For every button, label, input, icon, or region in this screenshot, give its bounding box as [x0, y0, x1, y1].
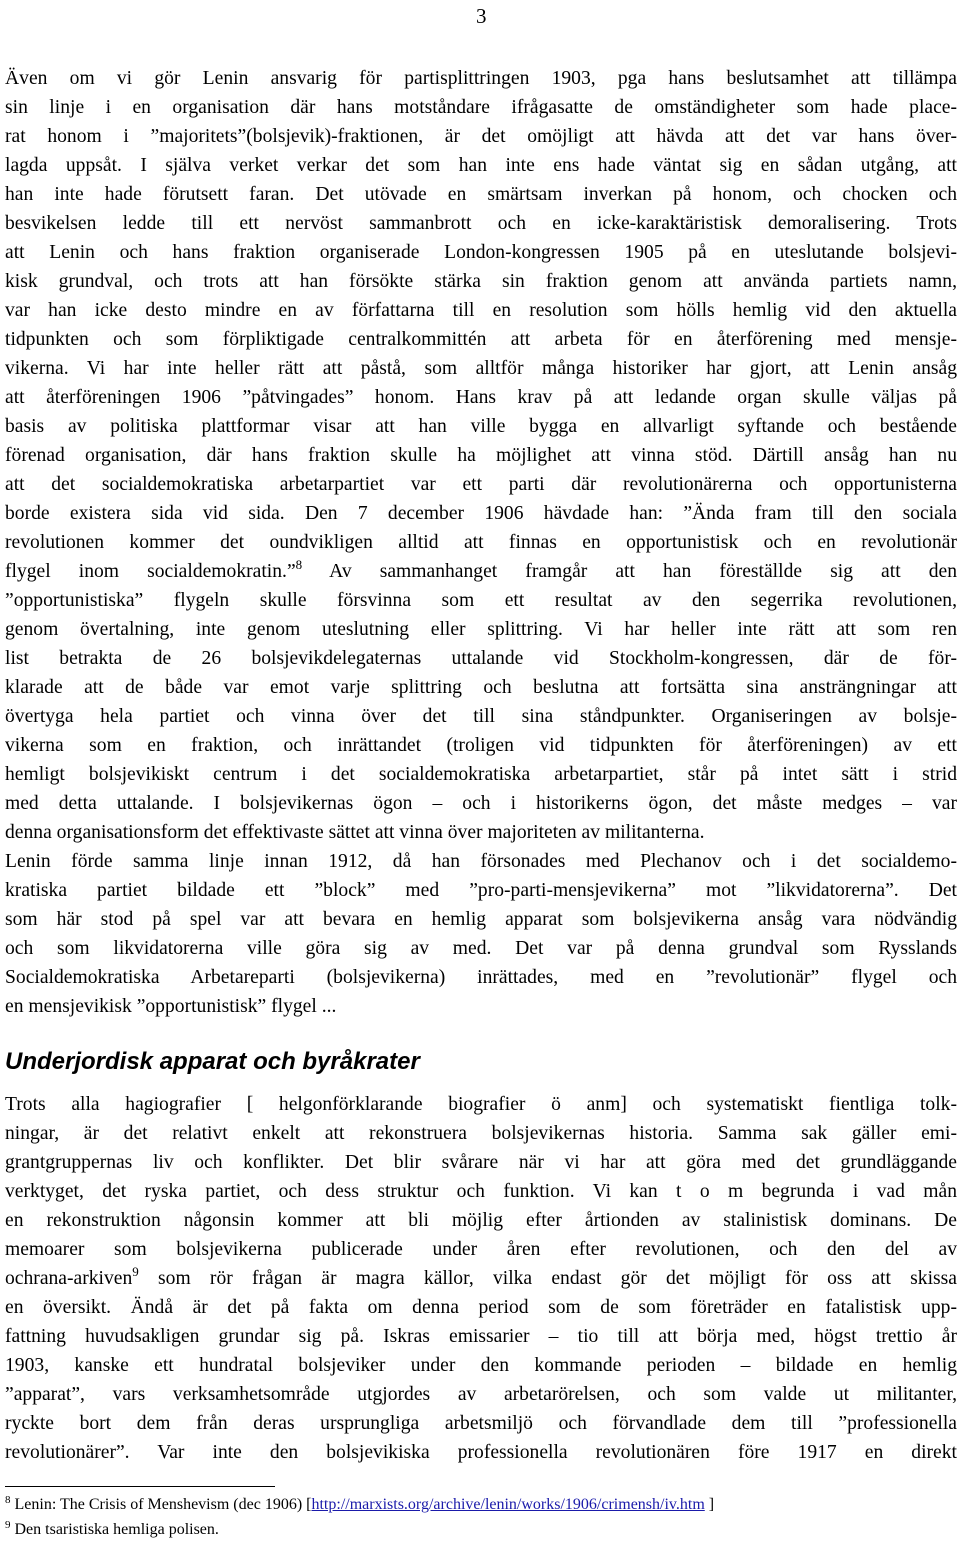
- text-line: övertyga hela partiet och vinna över det till sina ståndpunkter. Organiseringen av bolsje-: [5, 706, 957, 727]
- text-line: tidpunkten och som förpliktigade centralkommittén att arbeta för en återförening med mensje-: [5, 329, 957, 350]
- page-number: 3: [476, 4, 487, 28]
- text-line: 1903, kanske ett hundratal bolsjeviker under den kommande perioden – bildade en hemlig: [5, 1355, 957, 1376]
- text-line: lagda uppsåt. I själva verket verkar det som han inte ens hade väntat sig en sådan utgång, att: [5, 155, 957, 176]
- text-line: ningar, är det relativt enkelt att rekonstruera bolsjevikernas historia. Samma sak gäller emi-: [5, 1123, 957, 1144]
- text-line: verktyget, det ryska partiet, och dess struktur och funktion. Vi kan t o m begrunda i vad mån: [5, 1181, 957, 1202]
- text-line: ”apparat”, vars verksamhetsområde utgjordes av arbetarörelsen, och som valde ut militanter,: [5, 1384, 957, 1405]
- text-line: revolutionen kommer det oundvikligen alltid att finnas en opportunistisk och en revolutionär: [5, 532, 957, 553]
- footnote-ref-8[interactable]: 8: [295, 557, 303, 572]
- text-line: borde existera sida vid sida. Den 7 december 1906 hävdade han: ”Ända fram till den sociala: [5, 503, 957, 524]
- text-line: fattning huvudsakligen grundar sig på. Iskras emissarier – tio till att börja med, högst trettio år: [5, 1326, 957, 1347]
- text-segment: Av sammanhanget framgår att han föreställde sig att den: [302, 561, 957, 582]
- footnote-text: Lenin: The Crisis of Menshevism (dec 1906) [: [14, 1496, 312, 1513]
- text-line: kratiska partiet bildade ett ”block” med ”pro-parti-mensjevikerna” mot ”likvidatorerna”. Det: [5, 880, 957, 901]
- text-line: Även om vi gör Lenin ansvarig för partisplittringen 1903, pga hans beslutsamhet att tillämpa: [5, 68, 957, 89]
- text-line: med detta uttalande. I bolsjevikernas ögon – och i historikerns ögon, det måste medges – var: [5, 793, 957, 814]
- text-segment: flygel inom socialdemokratin.”: [5, 561, 296, 582]
- footnote-text: Den tsaristiska hemliga polisen.: [14, 1521, 219, 1538]
- text-line: kisk grundval, och trots att han försökte stärka sin fraktion genom att använda partiets namn,: [5, 271, 957, 292]
- text-line: rat honom i ”majoritets”(bolsjevik)-fraktionen, är det omöjligt att hävda att det var hans över-: [5, 126, 957, 147]
- text-line: denna organisationsform det effektivaste sättet att vinna över majoriteten av militanterna.: [5, 822, 705, 843]
- text-line: han inte hade förutsett faran. Det utövade en smärtsam inverkan på honom, och chocken och: [5, 184, 957, 205]
- text-line: basis av politiska plattformar visar att han ville bygga en allvarligt syftande och bestående: [5, 416, 957, 437]
- footnote-divider: [5, 1486, 275, 1487]
- text-line: förenad organisation, där hans fraktion skulle ha möjlighet att vinna stöd. Därtill ansåg han nu: [5, 445, 957, 466]
- text-line: ryckte bort dem från deras ursprungliga arbetsmiljö och förvandlade dem till ”professionella: [5, 1413, 957, 1434]
- text-line: Trots alla hagiografier [ helgonförklarande biografier ö anm] och systematiskt fientliga tolk-: [5, 1094, 957, 1115]
- paragraph-2: [5, 1090, 957, 1467]
- text-line-with-footnote: [5, 1264, 957, 1293]
- text-line: en översikt. Ändå är det på fakta om denna period som de som företräder en fatalistisk upp-: [5, 1297, 957, 1318]
- footnote-9: [5, 1517, 955, 1542]
- text-line: Lenin förde samma linje innan 1912, då han försonades med Plechanov och i det socialdemo-: [5, 851, 957, 872]
- text-line: sin linje i en organisation där hans motståndare ifrågasatte de omständigheter som hade place-: [5, 97, 957, 118]
- text-line: hemligt bolsjevikiskt centrum i det socialdemokratiska arbetarpartiet, står på intet sätt i strid: [5, 764, 957, 785]
- paragraph-1: [5, 64, 957, 1021]
- section-heading: Underjordisk apparat och byråkrater: [5, 1048, 420, 1075]
- text-segment: som rör frågan är magra källor, vilka endast gör det möjligt för oss att skissa: [138, 1268, 957, 1289]
- footnote-number: 9: [5, 1519, 11, 1531]
- text-line: var han icke desto mindre en av författarna till en resolution som hölls hemlig vid den aktuella: [5, 300, 957, 321]
- text-line: vikerna. Vi har inte heller rätt att påstå, som alltför många historiker har gjort, att Lenin ansåg: [5, 358, 957, 379]
- footnote-link[interactable]: http://marxists.org/archive/lenin/works/1906/crimensh/iv.htm: [311, 1496, 705, 1513]
- text-line: Socialdemokratiska Arbetareparti (bolsjevikerna) inrättades, med en ”revolutionär” flygel och: [5, 967, 957, 988]
- text-line: memoarer som bolsjevikerna publicerade under åren efter revolutionen, och den del av: [5, 1239, 957, 1260]
- text-segment: ochrana-arkiven: [5, 1268, 133, 1289]
- text-line: en rekonstruktion någonsin kommer att bli möjlig efter årtionden av stalinistisk dominans. De: [5, 1210, 957, 1231]
- text-line: klarade att de både var emot varje splittring och beslutna att fortsätta sina ansträngningar att: [5, 677, 957, 698]
- text-line: vikerna som en fraktion, och inrättandet (troligen vid tidpunkten för återföreningen) av ett: [5, 735, 957, 756]
- text-line: grantgruppernas liv och konflikter. Det blir svårare när vi har att göra med det grundläggande: [5, 1152, 957, 1173]
- text-line: och som likvidatorerna ville göra sig av med. Det var på denna grundval som Rysslands: [5, 938, 957, 959]
- text-line: revolutionärer”. Var inte den bolsjevikiska professionella revolutionären före 1917 en direkt: [5, 1442, 957, 1463]
- footnote-ref-9[interactable]: 9: [132, 1264, 139, 1279]
- text-line: besvikelsen ledde till ett nervöst sammanbrott och en icke-karaktäristisk demoralisering. Trots: [5, 213, 957, 234]
- text-line: som här stod på spel var att bevara en hemlig apparat som bolsjevikerna ansåg vara nödvändig: [5, 909, 957, 930]
- text-line: genom övertalning, inte genom uteslutning eller splittring. Vi har heller inte rätt att som ren: [5, 619, 957, 640]
- footnote-number: 8: [5, 1494, 11, 1506]
- text-line: en mensjevikisk ”opportunistisk” flygel ...: [5, 996, 337, 1017]
- text-line: att Lenin och hans fraktion organiserade London-kongressen 1905 på en uteslutande bolsjevi-: [5, 242, 957, 263]
- footnotes: [5, 1492, 955, 1542]
- footnote-text-end: ]: [704, 1496, 715, 1513]
- text-line-with-footnote: [5, 557, 957, 586]
- text-line: att det socialdemokratiska arbetarpartiet var ett parti där revolutionärerna och opportunisterna: [5, 474, 957, 495]
- text-line: list betrakta de 26 bolsjevikdelegaternas uttalande vid Stockholm-kongressen, där de för-: [5, 648, 957, 669]
- footnote-8: [5, 1492, 955, 1517]
- text-line: ”opportunistiska” flygeln skulle försvinna som ett resultat av den segerrika revolutionen,: [5, 590, 957, 611]
- text-line: att återföreningen 1906 ”påtvingades” honom. Hans krav på att ledande organ skulle väljas på: [5, 387, 957, 408]
